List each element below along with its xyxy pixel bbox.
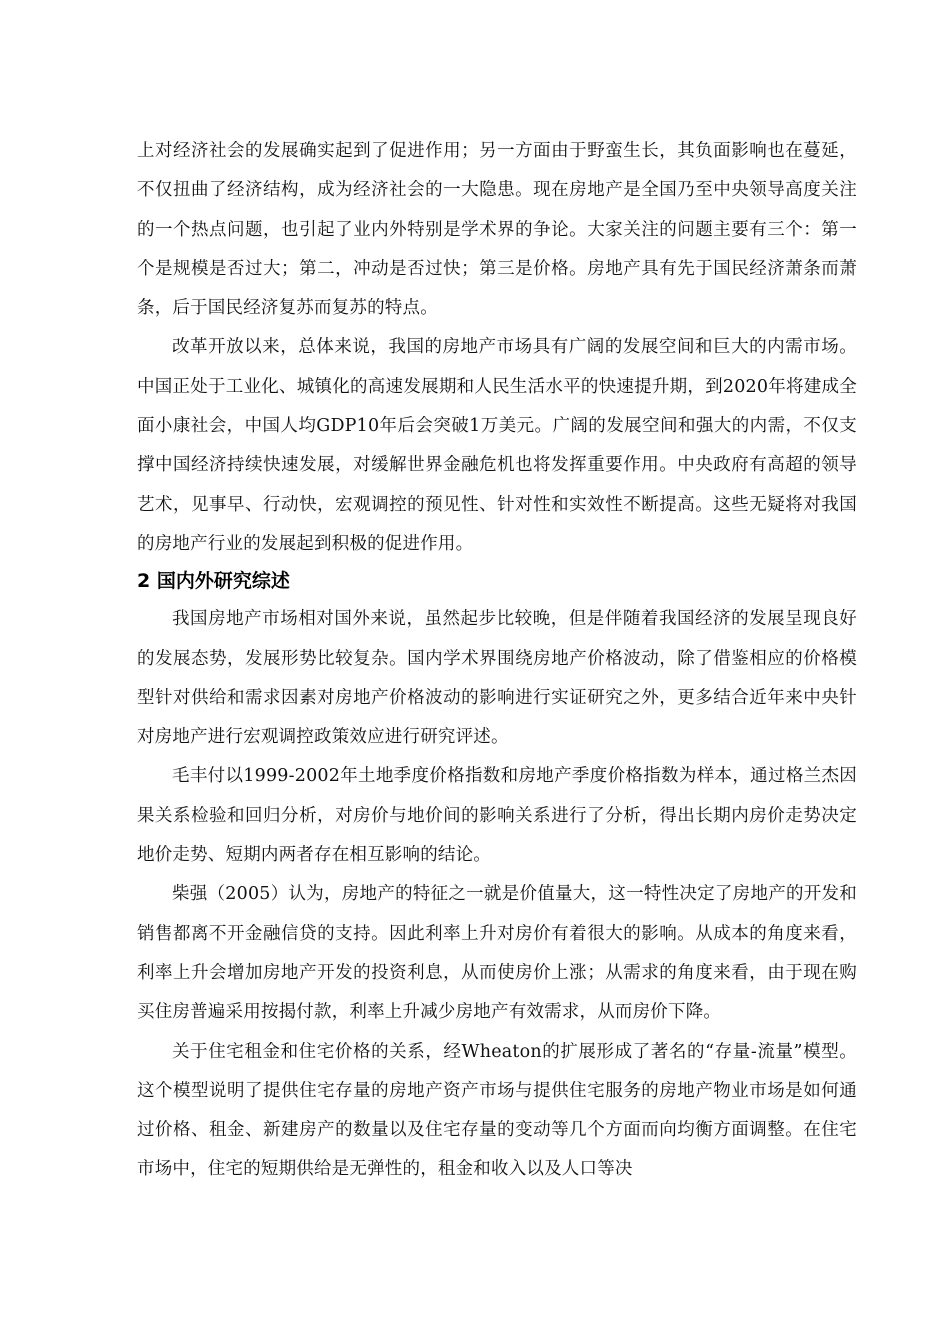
section-heading: 2 国内外研究综述 [137,570,290,593]
paragraph-chai-qiang: 柴强（2005）认为，房地产的特征之一就是价值量大，这一特性决定了房地产的开发和销售都离不开金融信贷的支持。因此利率上升对房价有着很大的影响。从成本的角度来看，利率上升会增加房地产开发的投资利息，从而使房价上涨；从需求的角度来看，由于现在购买住房普遍采用按揭付款，利率上升减少房地产有效需求，从而房价下降。 [137,884,857,1023]
paragraph-reform-opening: 改革开放以来，总体来说，我国的房地产市场具有广阔的发展空间和巨大的内需市场。中国正处于工业化、城镇化的高速发展期和人民生活水平的快速提升期，到2020年将建成全面小康社会，中国人均GDP10年后会突破1万美元。广阔的发展空间和强大的内需，不仅支撑中国经济持续快速发展，对缓解世界金融危机也将发挥重要作用。中央政府有高超的领导艺术，见事早、行动快，宏观调控的预见性、针对性和实效性不断提高。这些无疑将对我国的房地产行业的发展起到积极的促进作用。 [137,337,857,554]
paragraph-domestic-market: 我国房地产市场相对国外来说，虽然起步比较晚，但是伴随着我国经济的发展呈现良好的发展态势，发展形势比较复杂。国内学术界围绕房地产价格波动，除了借鉴相应的价格模型针对供给和需求因素对房地产价格波动的影响进行实证研究之外，更多结合近年来中央针对房地产进行宏观调控政策效应进行研究评述。 [137,609,857,748]
paragraph-wheaton-model: 关于住宅租金和住宅价格的关系，经Wheaton的扩展形成了著名的“存量-流量”模型。这个模型说明了提供住宅存量的房地产资产市场与提供住宅服务的房地产物业市场是如何通过价格、租金、新建房产的数量以及住宅存量的变动等几个方面而向均衡方面调整。在住宅市场中，住宅的短期供给是无弹性的，租金和收入以及人口等决 [137,1041,857,1180]
paragraph-mao-fengfu: 毛丰付以1999-2002年土地季度价格指数和房地产季度价格指数为样本，通过格兰杰因果关系检验和回归分析，对房价与地价间的影响关系进行了分析，得出长期内房价走势决定地价走势、短期内两者存在相互影响的结论。 [137,766,857,866]
paragraph-continuation: 上对经济社会的发展确实起到了促进作用；另一方面由于野蛮生长，其负面影响也在蔓延，不仅扭曲了经济结构，成为经济社会的一大隐患。现在房地产是全国乃至中央领导高度关注的一个热点问题，也引起了业内外特别是学术界的争论。大家关注的问题主要有三个：第一个是规模是否过大；第二，冲动是否过快；第三是价格。房地产具有先于国民经济萧条而萧条，后于国民经济复苏而复苏的特点。 [137,141,857,319]
document-body [137,132,857,1190]
